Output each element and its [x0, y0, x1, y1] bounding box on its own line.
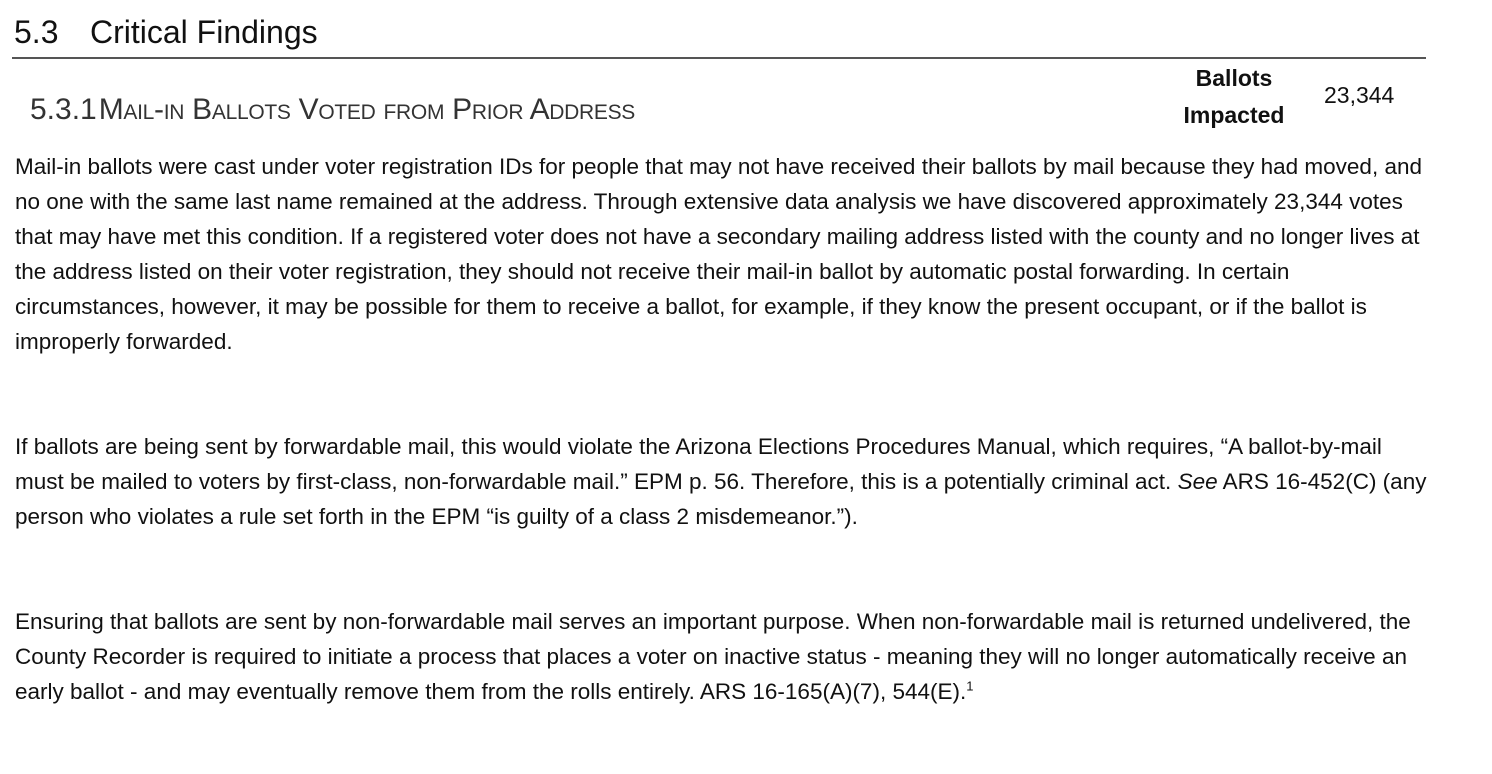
- paragraph-3-text: Ensuring that ballots are sent by non-forwardable mail serves an important purpose. When non-forwardable mail is returned undelivered, the County Recorder is required to initiate a process that places a voter on inactive status - meaning they will no longer automatically receive an early ballot - and may eventually remove them from the rolls entirely. ARS 16-165(A)(7), 544(E).: [15, 609, 1411, 704]
- section-heading: [12, 8, 1426, 59]
- subsection-heading: [30, 90, 635, 130]
- paragraph-2-text-a: If ballots are being sent by forwardable mail, this would violate the Arizona Elections Procedures Manual, which requires, “A ballot-by-mail must be mailed to voters by first-class, non-forwardable mail.” EPM p. 56. Therefore, this is a potentially criminal act.: [15, 434, 1382, 494]
- footnote-marker[interactable]: 1: [966, 678, 974, 694]
- paragraph-2-italic-see: See: [1177, 469, 1218, 494]
- paragraph-3: [15, 604, 1435, 709]
- subsection-title: Mail-in Ballots Voted from Prior Address: [98, 93, 636, 126]
- paragraph-2: [15, 429, 1435, 534]
- ballots-impacted-value: 23,344: [1324, 82, 1395, 108]
- subsection-number: 5.3.1: [30, 93, 97, 126]
- ballots-impacted-box: [1172, 60, 1422, 134]
- section-number: 5.3: [14, 14, 59, 50]
- paragraph-2-text-b: ARS 16-452(C) (any person who violates a rule set forth in the EPM “is guilty of a class 2 misdemeanor.”).: [15, 469, 1427, 529]
- section-title: Critical Findings: [90, 14, 318, 50]
- paragraph-1: Mail-in ballots were cast under voter registration IDs for people that may not have received their ballots by mail because they had moved, and no one with the same last name remained at the address. Through extensive data analysis we have discovered approximately 23,344 votes that may have met this condition. If a registered voter does not have a secondary mailing address listed with the county and no longer lives at the address listed on their voter registration, they should not receive their mail-in ballot by automatic postal forwarding. In certain circumstances, however, it may be possible for them to receive a ballot, for example, if they know the present occupant, or if the ballot is improperly forwarded.: [15, 154, 1422, 354]
- ballots-impacted-label: Ballots Impacted: [1183, 65, 1285, 128]
